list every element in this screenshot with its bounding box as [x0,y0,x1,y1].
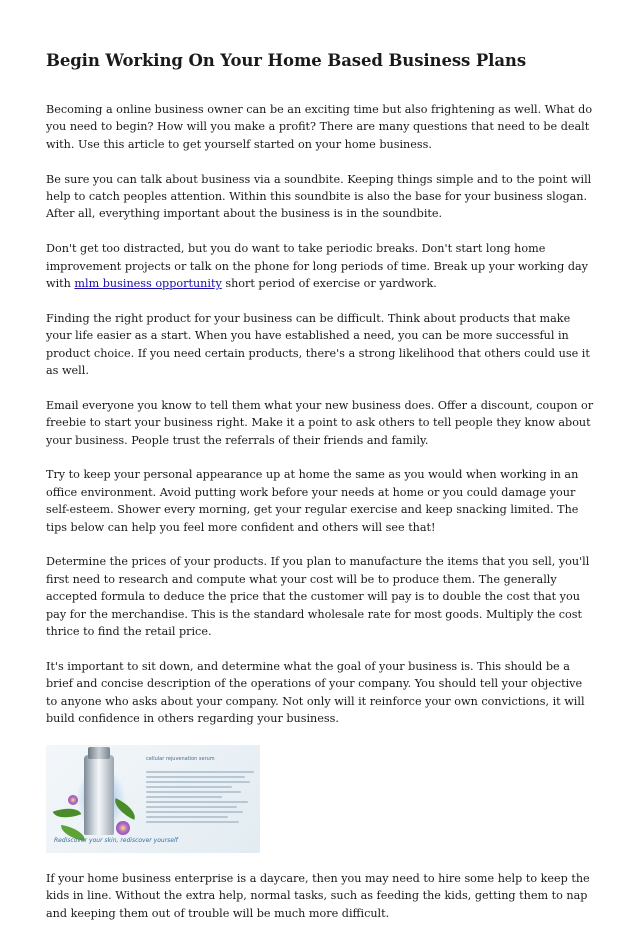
article-body [46,101,594,940]
ad-text-line [146,791,241,793]
ad-text-line [146,811,243,813]
ad-text-line [146,821,239,823]
paragraph-breaks-text-before: Don't get too distracted, but you do want to take periodic breaks. Don't start long home improvement projects or talk on the phone for long periods of time. Break up your working day with [46,242,588,291]
ad-text-line [146,776,245,778]
serum-bottle [84,755,114,835]
paragraph-prices: Determine the prices of your products. If you plan to manufacture the items that you sell, you'll first need to research and compute what your cost will be to produce them. The generally accepted formula to deduce the price that the customer will pay is to double the cost that you pay for the merchandise. This is the standard wholesale rate for most goods. Multiply the cost thrice to find the retail price. [46,555,590,639]
page-title: Begin Working On Your Home Based Business Plans [46,51,527,70]
ad-text-line [146,816,228,818]
ad-text-line [146,796,222,798]
bottle-cap [88,747,110,759]
paragraph-breaks-text-after: short period of exercise or yardwork. [221,277,437,291]
paragraph-product: Finding the right product for your business can be difficult. Think about products that make your life easier as a start. When you have established a need, you can be more successful in product choice. If you need certain products, there's a strong likelihood that others could use it as well. [46,311,590,378]
ad-text-line [146,781,250,783]
ad-text-line [146,786,232,788]
product-ad-image [46,745,260,853]
paragraph-breaks [46,240,594,292]
paragraph-soundbite: Be sure you can talk about business via a soundbite. Keeping things simple and to the point will help to catch peoples attention. Within this soundbite is also the base for your business slogan. After all, everything important about the business is in the soundbite. [46,172,592,221]
ad-text-line [146,801,248,803]
paragraph-email: Email everyone you know to tell them what your new business does. Offer a discount, coupon or freebie to start your business right. Make it a point to ask others to tell people they know about your business. People trust the referrals of their friends and family. [46,398,594,447]
ad-description-panel [146,751,254,831]
ad-text-line [146,771,254,773]
paragraph-daycare: If your home business enterprise is a daycare, then you may need to hire some help to keep the kids in line. Without the extra help, normal tasks, such as feeding the kids, getting them to nap and keeping them out of trouble will be much more difficult. [46,871,590,920]
paragraph-appearance: Try to keep your personal appearance up at home the same as you would when working in an office environment. Avoid putting work before your needs at home or you could damage your self-esteem. Shower every morning, get your regular exercise and keep snacking limited. The tips below can help you feel more confident and others will see that! [46,468,579,534]
paragraph-intro: Becoming a online business owner can be an exciting time but also frightening as well. What do you need to begin? How will you make a profit? There are many questions that need to be dealt with. Use this article to get yourself started on your home business. [46,103,593,151]
flower-icon [68,795,78,805]
ad-panel-title: cellular rejuvenation serum [146,755,215,762]
ad-text-line [146,806,237,808]
paragraph-goal: It's important to sit down, and determine what the goal of your business is. This should be a brief and concise description of the operations of your company. You should tell your objective to anyone who asks about your company. Not only will it reinforce your own convictions, it will build confidence in others regarding your business. [46,659,585,726]
ad-caption: Rediscover your skin, rediscover yourself [54,836,178,844]
mlm-business-opportunity-link[interactable]: mlm business opportunity [74,277,222,291]
